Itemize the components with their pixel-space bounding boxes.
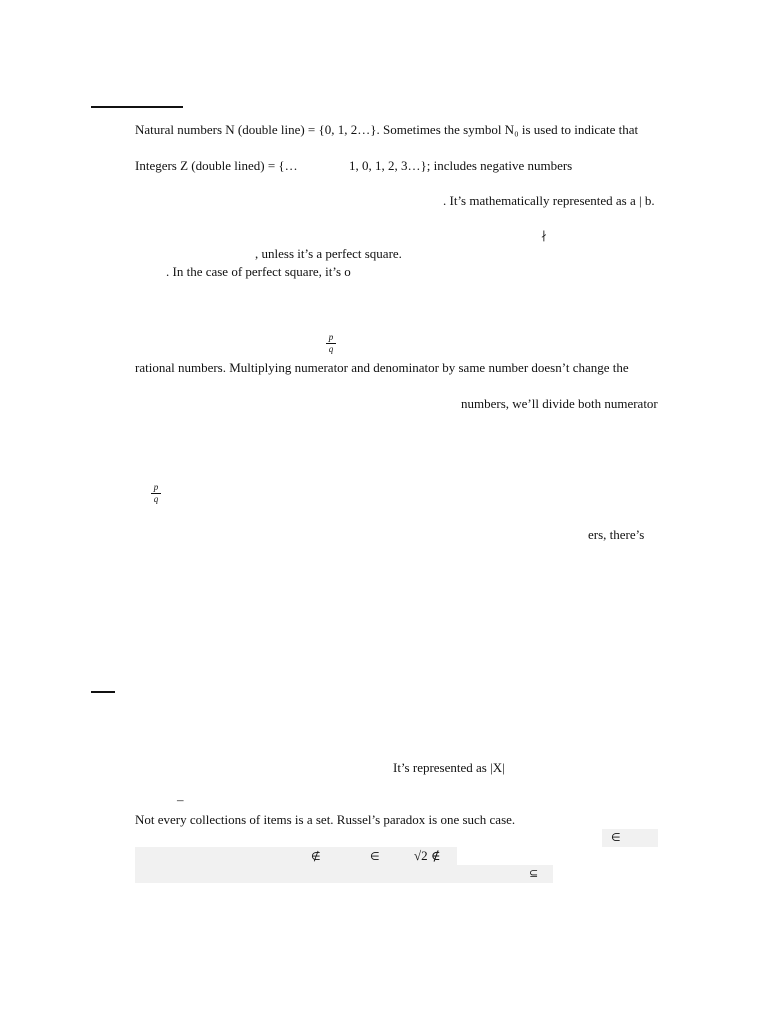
section-rule-mid [91,691,115,693]
fraction-numerator: p [153,482,159,492]
element-of-symbol: ∈ [370,850,380,863]
subset-symbol: ⊆ [529,867,539,880]
integers-line-start: Integers Z (double lined) = {… [135,158,298,173]
rational-numbers-line: rational numbers. Multiplying numerator and denominator by same number doesn’t change the [135,360,629,375]
highlight-row-3 [135,865,553,883]
dash-mark: – [177,792,184,807]
integers-line-end: 1, 0, 1, 2, 3…}; includes negative numbers [349,158,573,173]
natural-numbers-line: Natural numbers N (double line) = {0, 1, 2…}. Sometimes the symbol N₀ is used to indicate that [135,122,639,137]
not-element-of-symbol: ∉ [311,850,321,863]
theres-fragment: ers, there’s [588,527,645,542]
sqrt-two-not-in: √2 ∉ [414,848,441,863]
fraction-numerator: p [328,332,334,342]
not-divides-symbol: ∤ [541,229,547,242]
divide-numerator-line: numbers, we’ll divide both numerator [461,396,658,411]
divides-line: . It’s mathematically represented as a | b. [443,193,655,208]
unless-line: , unless it’s a perfect square. [255,246,402,261]
perfect-square-line: . In the case of perfect square, it’s o [166,264,351,279]
section-rule-top [91,106,183,108]
russels-paradox-line: Not every collections of items is a set. Russel’s paradox is one such case. [135,812,516,827]
cardinality-line: It’s represented as |X| [393,760,505,775]
fraction-denominator: q [328,344,334,354]
fraction-p-over-q-2 [151,483,161,504]
fraction-denominator: q [153,494,159,504]
element-of-symbol-end: ∈ [611,831,621,844]
fraction-p-over-q [326,333,336,354]
highlight-row-2 [135,847,457,865]
